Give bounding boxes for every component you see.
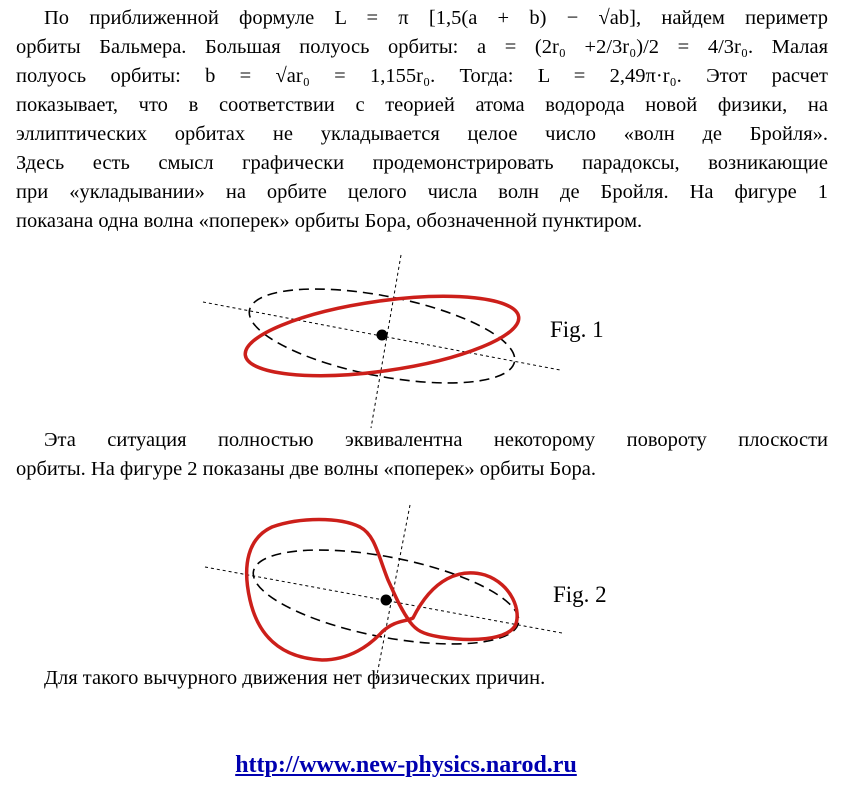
para1-line-1: По приближенной формуле L = π [1,5(a + b) − √ab], найдем периметр [44,7,828,29]
figure-1-diagram [195,250,570,430]
fig1-label: Fig. 1 [550,317,604,342]
para3-text: Для такого вычурного движения нет физических причин. [44,667,546,689]
paragraph-3 [16,664,828,693]
para1-line-7: при «укладывании» на орбите целого числа волн де Бройля. На фигуре 1 [16,181,828,203]
para1-line-4: показывает, что в соответствии с теорией атома водорода новой физики, на [16,94,828,116]
paragraph-1 [16,4,828,236]
fig2-label: Fig. 2 [553,582,607,607]
paragraph-2 [16,426,828,484]
para2-line-1: Эта ситуация полностью эквивалентна некоторому повороту плоскости [44,429,828,451]
figure-2-diagram [200,500,570,685]
fig1-axis-vertical [371,255,401,428]
website-link[interactable]: http://www.new-physics.narod.ru [235,752,577,778]
fig2-nucleus-dot [381,595,392,606]
fig1-nucleus-dot [377,330,388,341]
para1-line-3: полуось орбиты: b = √ar₀ = 1,155r₀. Тогда: L = 2,49π·r₀. Этот расчет [16,65,828,87]
para1-line-5: эллиптических орбитах не укладывается целое число «волн де Бройля». [16,123,828,145]
fig2-wave-orbit [247,520,518,661]
para1-line-2: орбиты Бальмера. Большая полуось орбиты: a = (2r₀ +2/3r₀)/2 = 4/3r₀. Малая [16,36,828,58]
para2-line-2: орбиты. На фигуре 2 показаны две волны «поперек» орбиты Бора. [16,458,597,480]
para1-line-6: Здесь есть смысл графически продемонстрировать парадоксы, возникающие [16,152,828,174]
para1-line-8: показана одна волна «поперек» орбиты Бора, обозначенной пунктиром. [16,210,643,232]
